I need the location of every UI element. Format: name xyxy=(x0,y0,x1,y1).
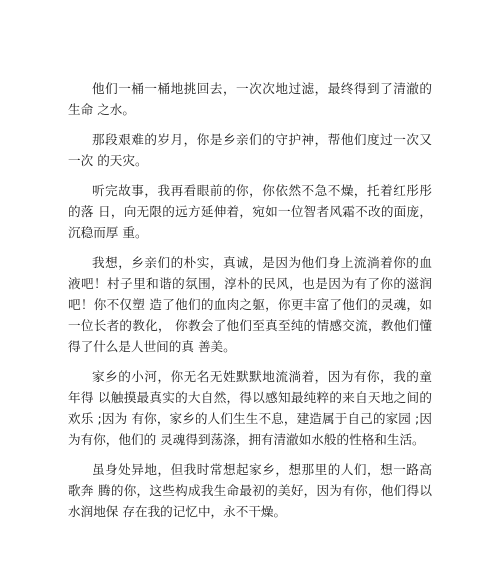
paragraph-2: 那段艰难的岁月，你是乡亲们的守护神，帮他们度过一次又一次 的天灾。 xyxy=(68,132,432,168)
paragraph-1: 他们一桶一桶地挑回去，一次次地过滤，最终得到了清澈的生命 之水。 xyxy=(68,81,432,117)
paragraph-5: 家乡的小河，你无名无姓默默地流淌着，因为有你，我的童年得 以触摸最真实的大自然，得以感知最纯粹的来自天地之间的欢乐 ;因为 有你，家乡的人们生生不息，建造属于自己的家园 ;因为有你，他们的 灵魂得到荡涤，拥有清澈如水般的性格和生活。 xyxy=(68,369,432,447)
paragraph-6: 虽身处异地，但我时常想起家乡，想那里的人们，想一路高歌奔 腾的你，这些构成我生命最初的美好，因为有你，他们得以水润地保 存在我的记忆中，永不干燥。 xyxy=(68,462,432,519)
paragraph-3: 听完故事，我再看眼前的你，你依然不急不燥，托着红彤彤的落 日，向无限的远方延伸着，宛如一位智者风霜不改的面庞，沉稳而厚 重。 xyxy=(68,183,432,240)
document-body xyxy=(68,78,432,522)
paragraph-4: 我想，乡亲们的朴实，真诚，是因为他们身上流淌着你的血液吧！村子里和谐的氛围，淳朴的民风，也是因为有了你的滋润吧！你不仅塑 造了他们的血肉之躯，你更丰富了他们的灵魂，如一位长者的教化， 你教会了他们至真至纯的情感交流，教他们懂得了什么是人世间的真 善美。 xyxy=(68,255,432,354)
